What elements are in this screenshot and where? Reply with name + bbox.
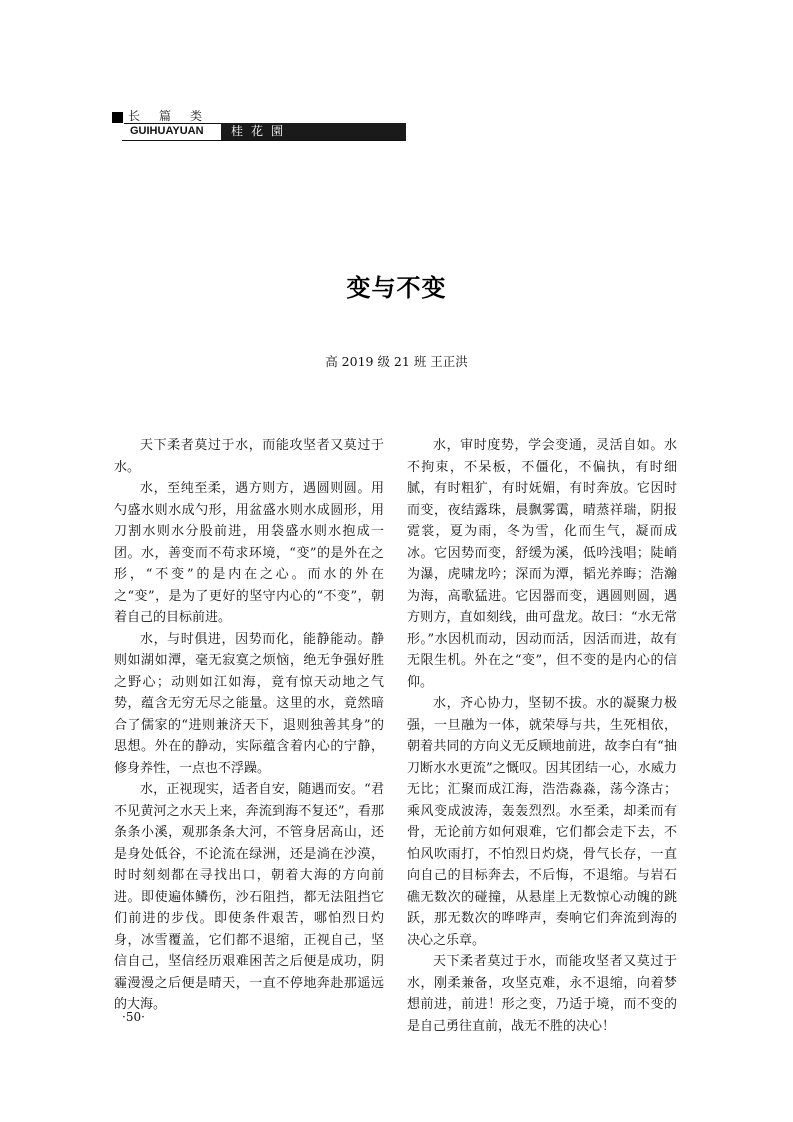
journal-name-cn: 桂花園: [221, 123, 406, 140]
section-header: [108, 104, 308, 144]
paragraph: 水，正视现实，适者自安，随遇而安。“君不见黄河之水天上来，奔流到海不复还”，看那条条小溪，观那条条大河，不管身居高山，还是身处低谷，不论流在绿洲，还是淌在沙漠，时时刻刻都在寻找出口，朝着大海的方向前进。即使遍体鳞伤，沙石阻挡，都无法阻挡它们前进的步伐。即使条件艰苦，哪怕烈日灼身，冰雪覆盖，它们都不退缩，正视自己，坚信自己，坚信经历艰难困苦之后便是成功，阴霾漫漫之后便是晴天，一直不停地奔赴那遥远的大海。: [114, 782, 384, 1012]
article-byline: 高 2019 级 21 班 王正洪: [325, 354, 468, 369]
right-column: [407, 435, 677, 1037]
paragraph: 天下柔者莫过于水，而能攻坚者又莫过于水。: [114, 438, 384, 475]
paragraph: 水，至纯至柔，遇方则方，遇圆则圆。用勺盛水则水成勺形，用盆盛水则水成圆形，用刀割水则水分股前进，用袋盛水则水抱成一团。水，善变而不苟求环境，“变”的是外在之形，“不变”的是内在之心。而水的外在之“变”，是为了更好的坚守内心的“不变”，朝着自己的目标前进。: [114, 481, 384, 625]
paragraph: 水，齐心协力，坚韧不拔。水的凝聚力极强，一旦融为一体，就荣辱与共，生死相依，朝着共同的方向义无反顾地前进，故李白有“抽刀断水水更流”之慨叹。因其团结一心，水威力无比；汇聚而成江海，浩浩淼淼，荡今涤古；乘风变成波涛，轰轰烈烈。水至柔，却柔而有骨，无论前方如何艰难，它们都会走下去，不怕风吹雨打，不怕烈日灼烧，骨气长存，一直向自己的目标奔去，不后悔，不退缩。与岩石礁无数次的碰撞，从悬崖上无数惊心动魄的跳跃，那无数次的哗哗声，奏响它们奔流到海的决心之乐章。: [407, 696, 677, 948]
paragraph: 天下柔者莫过于水，而能攻坚者又莫过于水，刚柔兼备，攻坚克难，永不退缩，向着梦想前进，前进！形之变，乃适于境，而不变的是自己勇往直前，战无不胜的决心！: [407, 954, 677, 1034]
header-rule-bottom: [122, 140, 406, 141]
paragraph: 水，与时俱进，因势而化，能静能动。静则如湖如潭，毫无寂寞之烦恼，绝无争强好胜之野心；动则如江如海，竟有惊天动地之气势，蕴含无穷无尽之能量。这里的水，竟然暗合了儒家的“进则兼济天下，退则独善其身”的思想。外在的静动，实际蕴含着内心的宁静，修身养性，一点也不浮躁。: [114, 631, 384, 776]
paragraph: 水，审时度势，学会变通，灵活自如。水不拘束，不呆板，不僵化，不偏执，有时细腻，有时粗犷，有时妩媚，有时奔放。它因时而变，夜结露珠，晨飘雾霭，晴蒸祥瑞，阴报霓裳，夏为雨，冬为雪，化而生气，凝而成冰。它因势而变，舒缓为溪，低吟浅唱；陡峭为瀑，虎啸龙吟；深而为潭，韬光养晦；浩瀚为海，高歌猛进。它因器而变，遇圆则圆，遇方则方，直如刻线，曲可盘龙。故曰：“水无常形。”水因机而动，因动而活，因活而进，故有无限生机。外在之“变”，但不变的是内心的信仰。: [407, 438, 677, 690]
page-number: ·50·: [122, 1010, 145, 1024]
article-title: 变与不变: [346, 274, 447, 302]
section-category: 长篇类: [128, 109, 222, 123]
header-square-mark: [112, 112, 123, 123]
left-column: [114, 435, 384, 1016]
journal-name-en: GUIHUAYUAN: [130, 125, 204, 137]
